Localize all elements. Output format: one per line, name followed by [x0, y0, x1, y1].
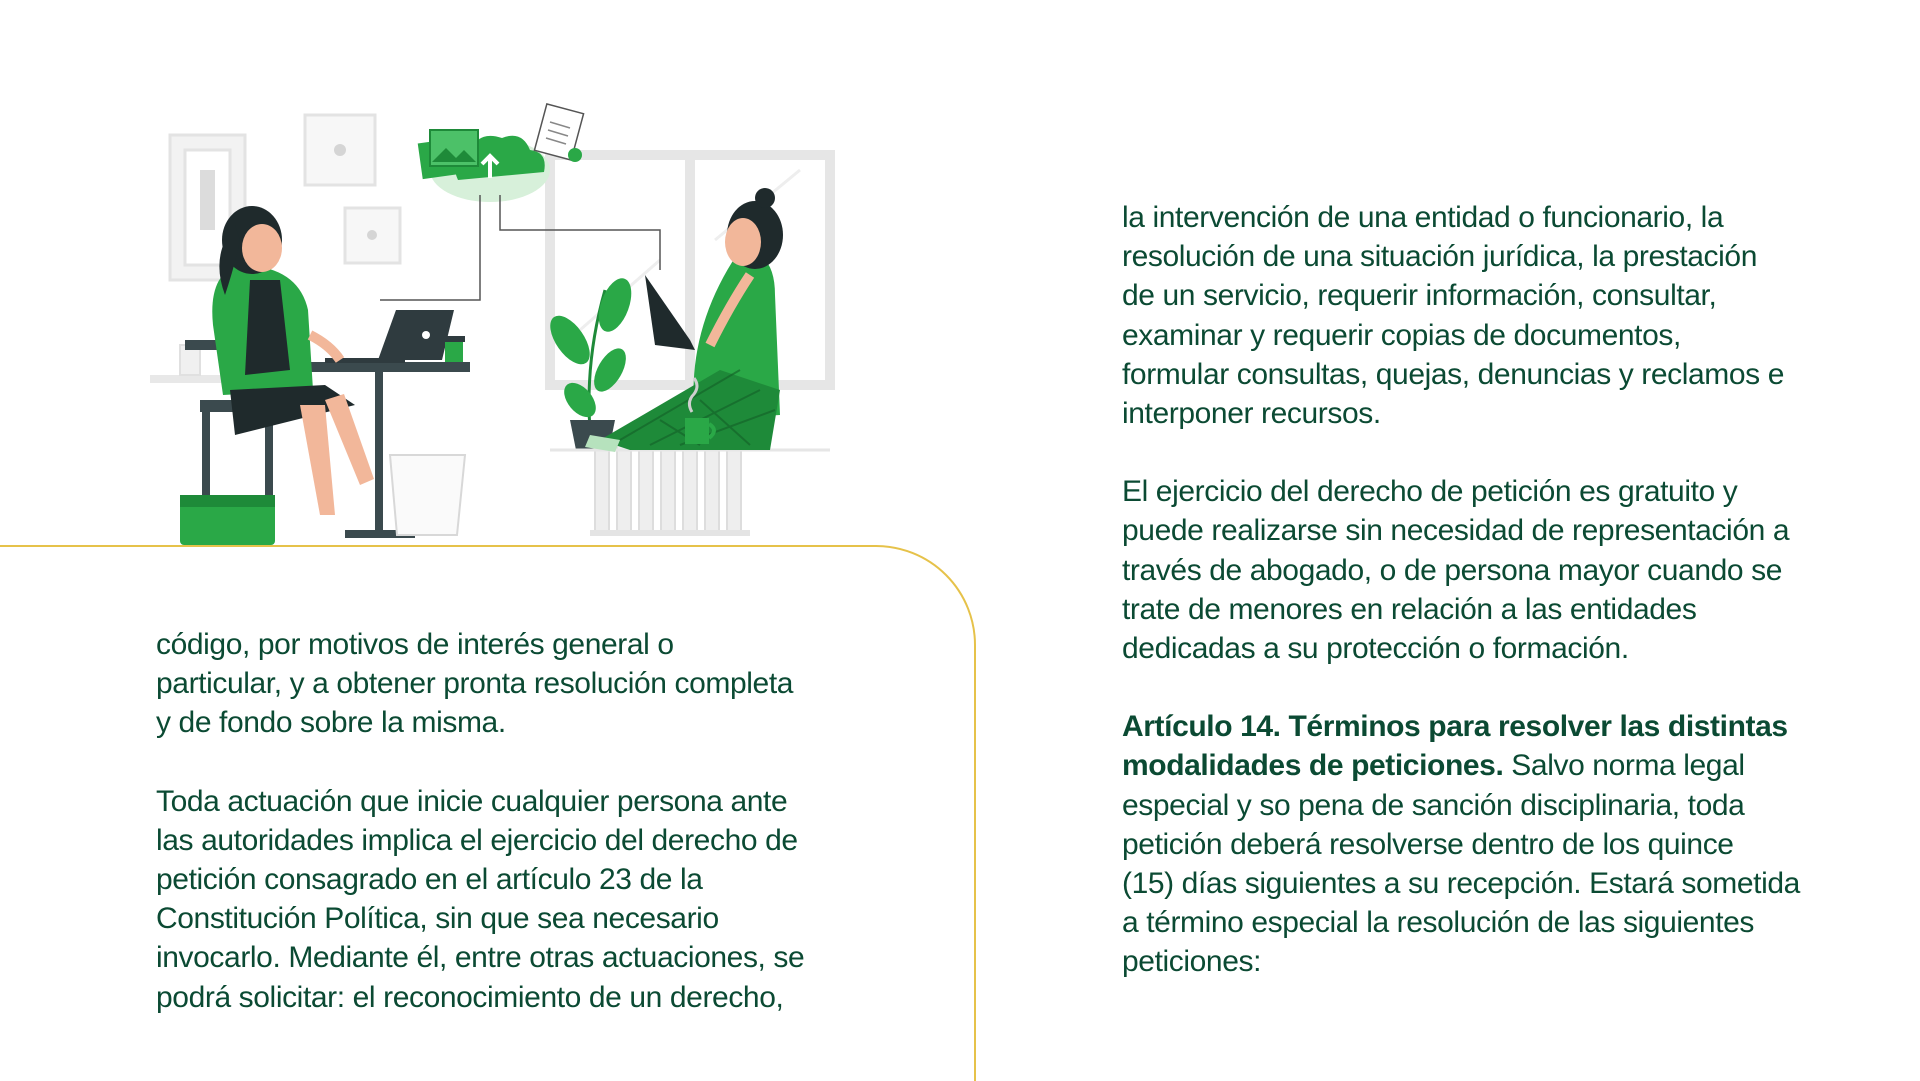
right-paragraph-2: El ejercicio del derecho de petición es gratuito y puede realizarse sin necesidad de representación a través de abogado, o de persona mayor cuando se trate de menores en relación a las entidades dedicadas a su protección o formación. — [1122, 475, 1790, 666]
right-paragraph-1: la intervención de una entidad o funcionario, la resolución de una situación jurídica, la prestación de un servicio, requerir información, consultar, examinar y requerir copias de documentos, formular consultas, quejas, denuncias y reclamos e interponer recursos. — [1122, 201, 1785, 431]
left-column — [156, 625, 856, 1017]
remote-work-illustration — [140, 100, 860, 545]
left-paragraph-1: código, por motivos de interés general o particular, y a obtener pronta resolución completa y de fondo sobre la misma. — [156, 628, 794, 740]
left-paragraph-2: Toda actuación que inicie cualquier persona ante las autoridades implica el ejercicio del derecho de petición consagrado en el artículo 23 de la Constitución Política, sin que sea necesario invocarlo. Mediante él, entre otras actuaciones, se podrá solicitar: el reconocimiento de un derecho, — [156, 784, 805, 1014]
article-14-paragraph — [1122, 707, 1822, 981]
article-14-heading: Artículo 14. Términos para resolver las distintas modalidades de peticiones. — [1122, 710, 1788, 783]
right-column — [1122, 198, 1822, 982]
article-14-body: Salvo norma legal especial y so pena de sanción disciplinaria, toda petición deberá resolverse dentro de los quince (15) días siguientes a su recepción. Estará sometida a término especial la resolución de las siguientes peticiones: — [1122, 749, 1800, 979]
